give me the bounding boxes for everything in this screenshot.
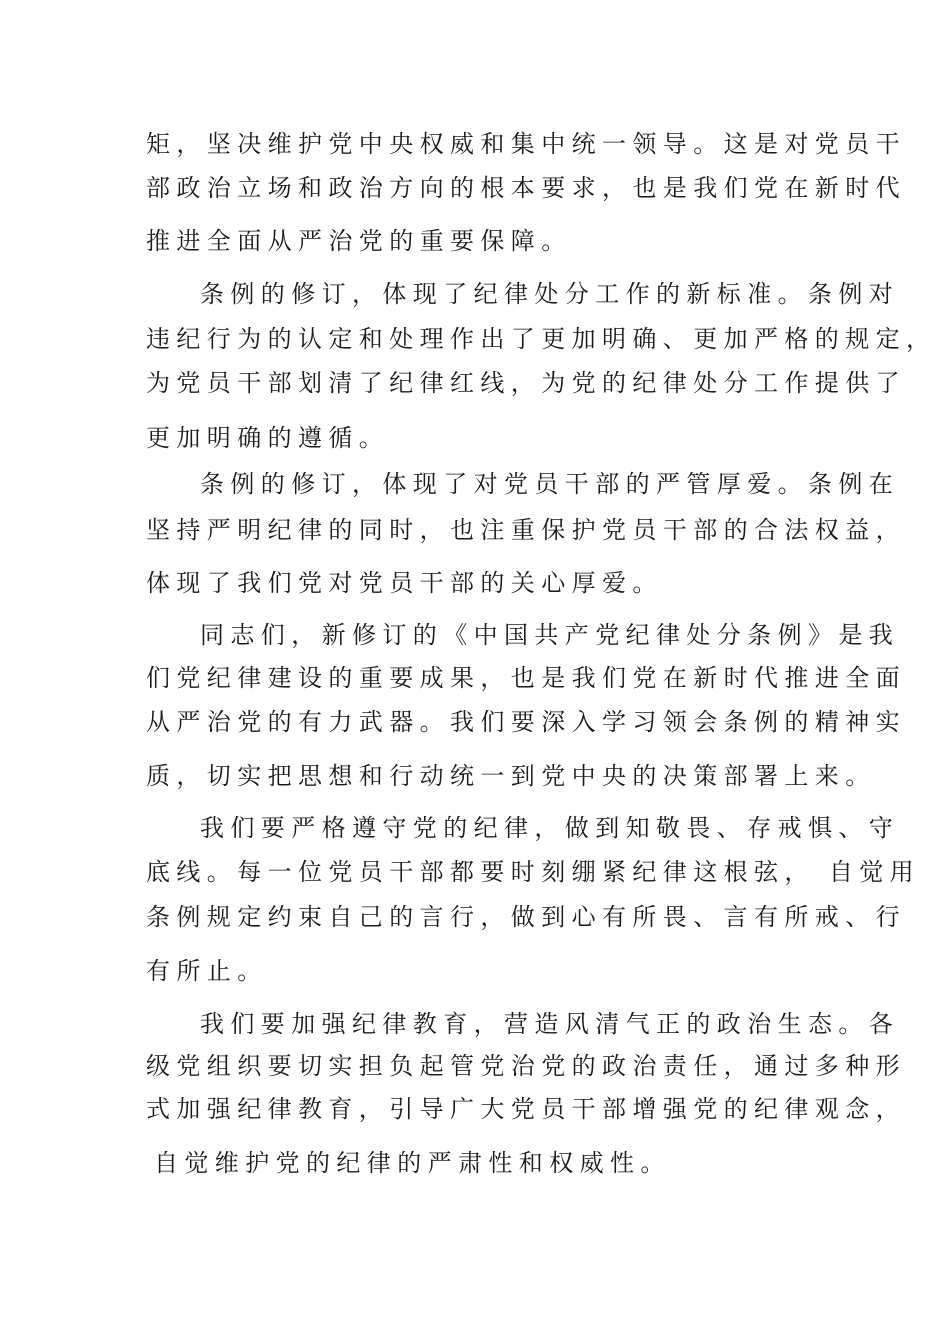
- body-text-line: 自觉维护党的纪律的严肃性和权威性。: [154, 1149, 671, 1177]
- body-text-line: 更加明确的遵循。: [146, 424, 390, 452]
- body-text-line: 条例规定约束自己的言行，做到心有所畏、言有所戒、行: [146, 903, 906, 931]
- body-text-line: 式加强纪律教育，引导广大党员干部增强党的纪律观念，: [146, 1095, 906, 1123]
- body-text-line: 推进全面从严治党的重要保障。: [146, 227, 572, 255]
- paragraph-first-line: 我们要严格遵守党的纪律，做到知敬畏、存戒惧、守: [200, 814, 900, 842]
- body-text-line: 为党员干部划清了纪律红线，为党的纪律处分工作提供了: [146, 369, 906, 397]
- body-text-line: 部政治立场和政治方向的根本要求，也是我们党在新时代: [146, 174, 906, 202]
- paragraph-first-line: 我们要加强纪律教育，营造风清气正的政治生态。各: [200, 1010, 900, 1038]
- body-text-line: 们党纪律建设的重要成果，也是我们党在新时代推进全面: [146, 664, 906, 692]
- body-text-line: 体现了我们党对党员干部的关心厚爱。: [146, 569, 663, 597]
- paragraph-first-line: 条例的修订，体现了纪律处分工作的新标准。条例对: [200, 280, 900, 308]
- body-text-line: 底线。每一位党员干部都要时刻绷紧纪律这根弦， 自觉用: [146, 858, 921, 886]
- body-text-line: 从严治党的有力武器。我们要深入学习领会条例的精神实: [146, 708, 906, 736]
- body-text-line: 违纪行为的认定和处理作出了更加明确、更加严格的规定，: [146, 325, 937, 353]
- body-text-line: 坚持严明纪律的同时，也注重保护党员干部的合法权益，: [146, 516, 906, 544]
- paragraph-first-line: 同志们，新修订的《中国共产党纪律处分条例》是我: [200, 621, 900, 649]
- body-text-line: 级党组织要切实担负起管党治党的政治责任，通过多种形: [146, 1052, 906, 1080]
- body-text-line: 有所止。: [146, 957, 268, 985]
- body-text-line: 矩，坚决维护党中央权威和集中统一领导。这是对党员干: [146, 130, 906, 158]
- paragraph-first-line: 条例的修订，体现了对党员干部的严管厚爱。条例在: [200, 470, 900, 498]
- body-text-line: 质，切实把思想和行动统一到党中央的决策部署上来。: [146, 762, 876, 790]
